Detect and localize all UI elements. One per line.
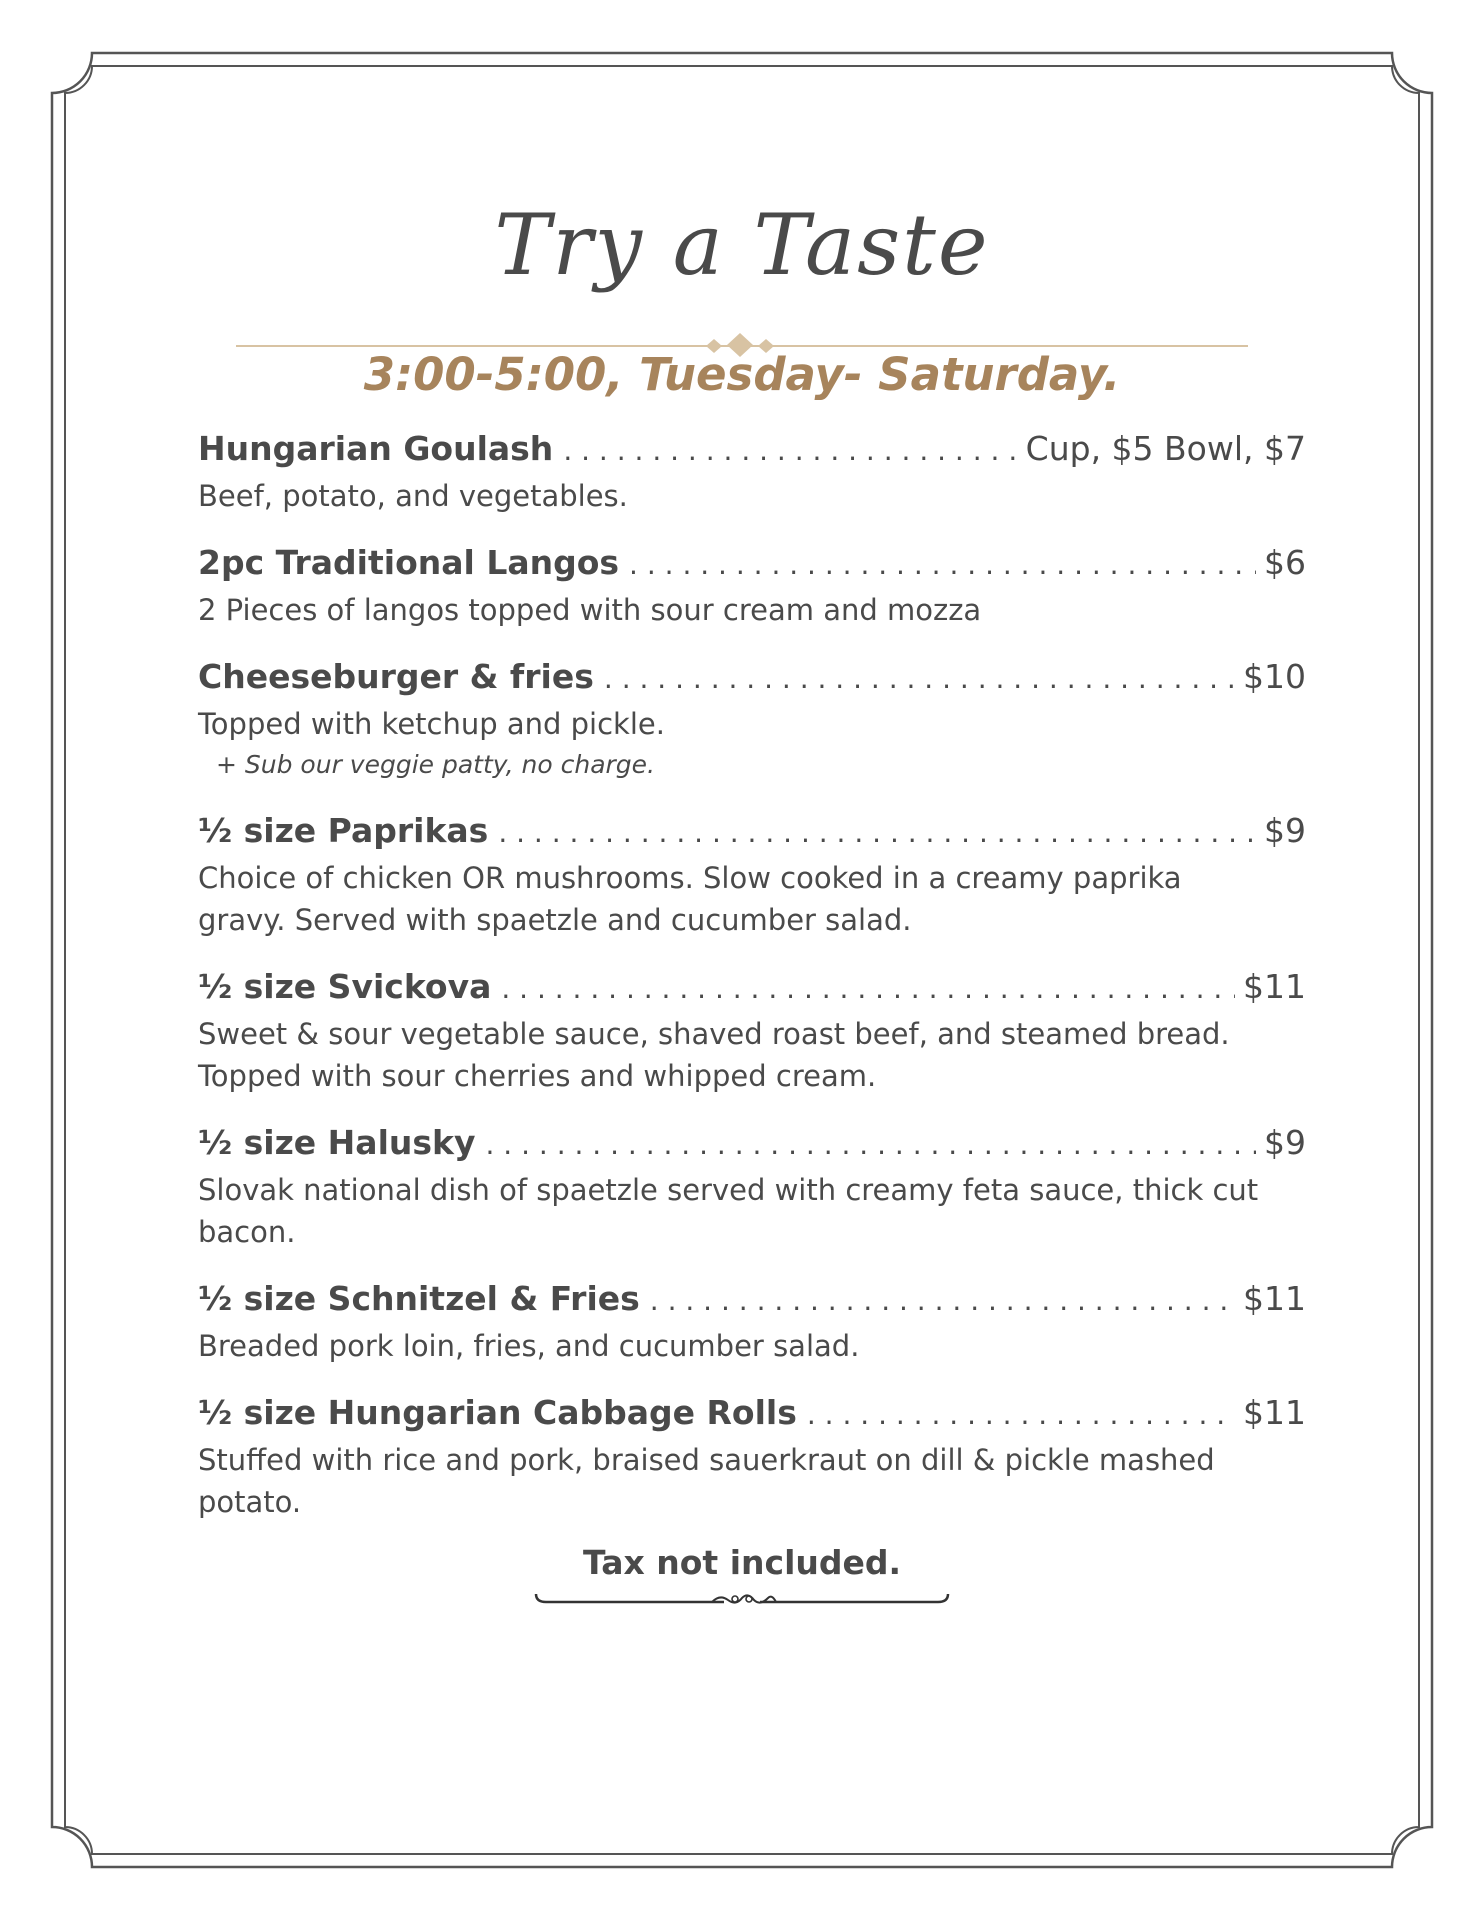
menu-item-price: $6 bbox=[1264, 543, 1306, 582]
menu-item-description: Beef, potato, and vegetables. bbox=[198, 479, 628, 513]
menu-item-header bbox=[198, 1275, 1306, 1325]
dot-leader bbox=[563, 427, 1017, 475]
menu-item-price: $9 bbox=[1264, 1123, 1306, 1162]
menu-item bbox=[198, 807, 1306, 941]
dot-leader bbox=[629, 541, 1256, 589]
menu-item-name: ½ size Paprikas bbox=[198, 811, 489, 850]
menu-item-header bbox=[198, 963, 1306, 1013]
dot-leader bbox=[485, 1121, 1256, 1169]
menu-item-name: 2pc Traditional Langos bbox=[198, 543, 620, 582]
menu-item-price: $10 bbox=[1243, 657, 1306, 696]
menu-list bbox=[198, 425, 1306, 1545]
menu-item-header bbox=[198, 653, 1306, 703]
menu-item-description: Breaded pork loin, fries, and cucumber salad. bbox=[198, 1329, 860, 1363]
dot-leader bbox=[604, 655, 1235, 703]
menu-item-description: Topped with ketchup and pickle. bbox=[198, 707, 665, 741]
menu-item-description: Slovak national dish of spaetzle served with creamy feta sauce, thick cut bbox=[198, 1173, 1259, 1207]
hours-subtitle: 3:00-5:00, Tuesday- Saturday. bbox=[363, 348, 1121, 401]
dot-leader bbox=[498, 809, 1256, 857]
menu-item bbox=[198, 1119, 1306, 1253]
menu-item-price: $11 bbox=[1243, 967, 1306, 1006]
menu-item-name: ½ size Halusky bbox=[198, 1123, 476, 1162]
menu-item-name: Hungarian Goulash bbox=[198, 429, 554, 468]
menu-item-description: 2 Pieces of langos topped with sour cream and mozza bbox=[198, 593, 982, 627]
menu-item-header bbox=[198, 1389, 1306, 1439]
menu-item-price: Cup, $5 Bowl, $7 bbox=[1025, 429, 1306, 468]
menu-item-header bbox=[198, 807, 1306, 857]
menu-item-name: ½ size Hungarian Cabbage Rolls bbox=[198, 1393, 797, 1432]
flourish-ornament bbox=[532, 1586, 952, 1616]
menu-item-header bbox=[198, 539, 1306, 589]
dot-leader bbox=[807, 1391, 1235, 1439]
menu-item bbox=[198, 963, 1306, 1097]
menu-item-price: $11 bbox=[1243, 1393, 1306, 1432]
menu-item bbox=[198, 425, 1306, 517]
menu-item-description: Topped with sour cherries and whipped cream. bbox=[198, 1059, 877, 1093]
menu-item-price: $9 bbox=[1264, 811, 1306, 850]
menu-item-description: Choice of chicken OR mushrooms. Slow cooked in a creamy paprika bbox=[198, 861, 1182, 895]
tax-note: Tax not included. bbox=[582, 1543, 902, 1582]
menu-item-description: gravy. Served with spaetzle and cucumber salad. bbox=[198, 903, 912, 937]
menu-item bbox=[198, 1275, 1306, 1367]
menu-item-header bbox=[198, 1119, 1306, 1169]
dot-leader bbox=[501, 965, 1235, 1013]
menu-item bbox=[198, 1389, 1306, 1523]
menu-item-name: ½ size Schnitzel & Fries bbox=[198, 1279, 640, 1318]
menu-item bbox=[198, 539, 1306, 631]
menu-item-description: bacon. bbox=[198, 1215, 296, 1249]
menu-item-header bbox=[198, 425, 1306, 475]
menu-item bbox=[198, 653, 1306, 785]
menu-item-description: potato. bbox=[198, 1485, 302, 1519]
menu-item-price: $11 bbox=[1243, 1279, 1306, 1318]
menu-item-name: ½ size Svickova bbox=[198, 967, 492, 1006]
dot-leader bbox=[650, 1277, 1235, 1325]
page-title: Try a Taste bbox=[494, 196, 990, 294]
menu-item-description: Stuffed with rice and pork, braised sauerkraut on dill & pickle mashed bbox=[198, 1443, 1215, 1477]
menu-item-description: Sweet & sour vegetable sauce, shaved roast beef, and steamed bread. bbox=[198, 1017, 1230, 1051]
menu-item-note: + Sub our veggie patty, no charge. bbox=[216, 750, 655, 779]
menu-item-name: Cheeseburger & fries bbox=[198, 657, 594, 696]
